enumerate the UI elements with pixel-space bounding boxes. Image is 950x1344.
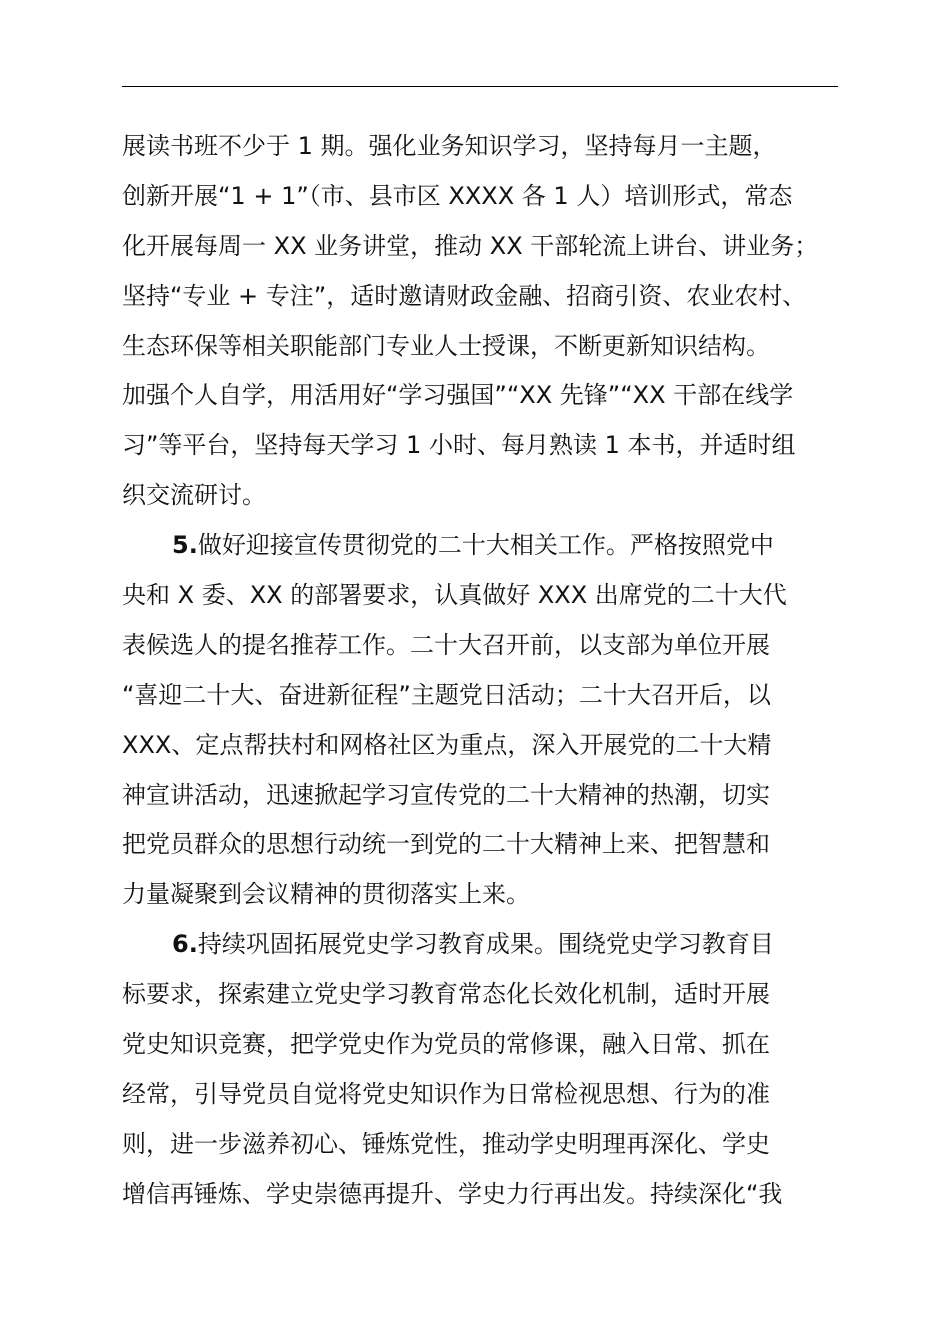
text-line: XXX、定点帮扶村和网格社区为重点，深入开展党的二十大精 <box>122 730 772 759</box>
text-line: 创新开展“1 + 1”（市、县市区 XXXX 各 1 人）培训形式，常态 <box>122 181 793 210</box>
text-line: 织交流研讨。 <box>122 481 266 510</box>
section-6-first-line <box>122 920 862 970</box>
text-line: 化开展每周一 XX 业务讲堂，推动 XX 干部轮流上讲台、讲业务； <box>122 231 819 260</box>
text-line: 习”等平台，坚持每天学习 1 小时、每月熟读 1 本书，并适时组 <box>122 431 796 460</box>
text-line: “喜迎二十大、奋进新征程”主题党日活动；二十大召开后，以 <box>122 680 771 709</box>
text-line: 展读书班不少于 1 期。强化业务知识学习，坚持每月一主题， <box>122 132 777 160</box>
text-line: 神宣讲活动，迅速掀起学习宣传党的二十大精神的热潮，切实 <box>122 780 770 809</box>
paragraph-continued <box>122 122 862 521</box>
text-line: 力量凝聚到会议精神的贯彻落实上来。 <box>122 880 530 909</box>
section-5-number: 5. <box>172 531 198 560</box>
document-body <box>122 122 862 1220</box>
paragraph-section-5 <box>122 521 862 920</box>
text-line: 表候选人的提名推荐工作。二十大召开前，以支部为单位开展 <box>122 630 770 659</box>
section-5-heading-text: 做好迎接宣传贯彻党的二十大相关工作。严格按照党中 <box>197 531 774 560</box>
paragraph-section-6 <box>122 920 862 1219</box>
text-line: 坚持“专业 + 专注”，适时邀请财政金融、招商引资、农业农村、 <box>122 281 807 310</box>
text-line: 把党员群众的思想行动统一到党的二十大精神上来、把智慧和 <box>122 830 770 859</box>
section-6-heading-text: 持续巩固拓展党史学习教育成果。围绕党史学习教育目 <box>197 930 774 959</box>
text-line: 党史知识竞赛，把学党史作为党员的常修课，融入日常、抓在 <box>122 1030 770 1059</box>
text-line: 标要求，探索建立党史学习教育常态化长效化机制，适时开展 <box>122 980 770 1009</box>
header-rule <box>122 86 838 87</box>
text-line: 增信再锤炼、学史崇德再提升、学史力行再出发。持续深化“我 <box>122 1179 783 1208</box>
section-5-first-line <box>122 521 862 571</box>
text-line: 则，进一步滋养初心、锤炼党性，推动学史明理再深化、学史 <box>122 1129 770 1158</box>
text-line: 加强个人自学，用活用好“学习强国”“XX 先锋”“XX 干部在线学 <box>122 381 794 410</box>
text-line: 央和 X 委、XX 的部署要求，认真做好 XXX 出席党的二十大代 <box>122 581 787 610</box>
text-line: 生态环保等相关职能部门专业人士授课，不断更新知识结构。 <box>122 331 770 360</box>
section-6-number: 6. <box>172 930 198 959</box>
text-line: 经常，引导党员自觉将党史知识作为日常检视思想、行为的准 <box>122 1079 770 1108</box>
